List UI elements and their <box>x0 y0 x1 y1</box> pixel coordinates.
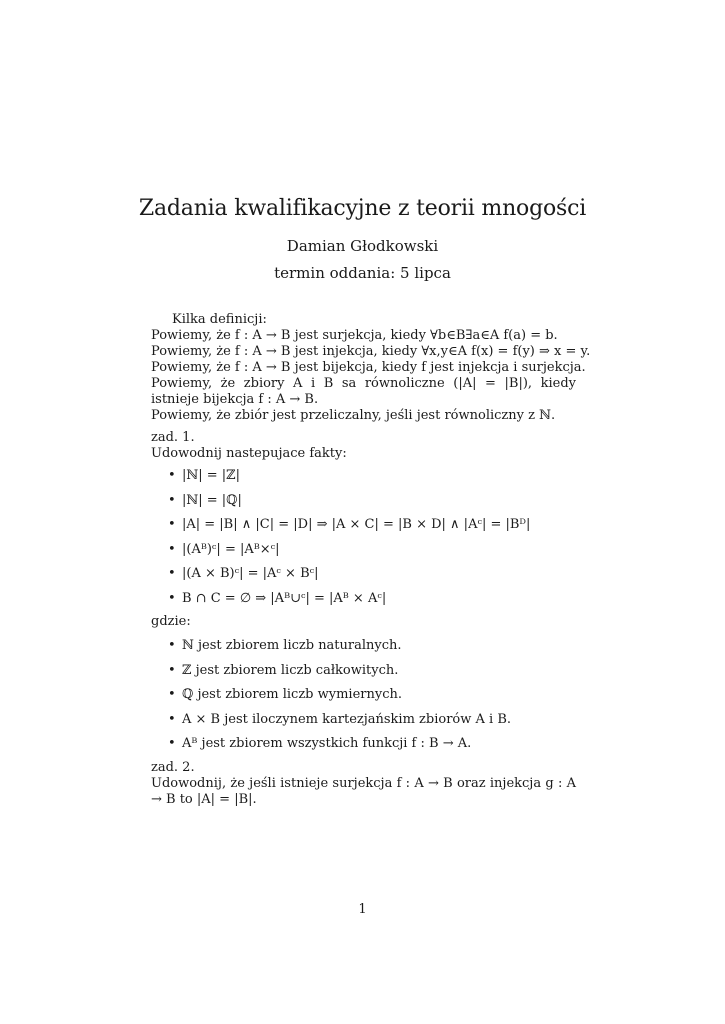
fact-item <box>151 517 576 542</box>
fact-text: |(A × B)ᶜ| = |Aᶜ × Bᶜ| <box>182 566 319 581</box>
fact-text: |ℕ| = |ℚ| <box>182 492 242 508</box>
notation-text: Aᴮ jest zbiorem wszystkich funkcji f : B → A. <box>182 736 472 751</box>
task-2-heading: zad. 2. <box>151 760 195 775</box>
page-number: 1 <box>358 902 367 917</box>
fact-item <box>151 493 576 518</box>
bullet-icon: • <box>168 662 176 678</box>
notation-text: ℚ jest zbiorem liczb wymiernych. <box>182 687 402 702</box>
task-1-instruction: Udowodnij nastepujace fakty: <box>151 446 347 461</box>
task-1-facts <box>151 468 576 615</box>
notation-item <box>151 687 576 712</box>
notation-item <box>151 638 576 663</box>
definition-surjection: Powiemy, że f : A → B jest surjekcja, kiedy ∀b∈B∃a∈A f(a) = b. <box>151 328 558 343</box>
document-title: Zadania kwalifikacyjne z teorii mnogości <box>138 196 587 221</box>
bullet-icon: • <box>168 590 176 606</box>
fact-item <box>151 566 576 591</box>
document-date: termin oddania: 5 lipca <box>274 264 451 282</box>
bullet-icon: • <box>168 736 176 751</box>
where-label: gdzie: <box>151 614 191 629</box>
bullet-icon: • <box>168 711 176 727</box>
definition-bijection: Powiemy, że f : A → B jest bijekcja, kiedy f jest injekcja i surjekcja. <box>151 360 586 375</box>
where-label-block <box>151 614 576 630</box>
task-2-text: Udowodnij, że jeśli istnieje surjekcja f : A → B oraz injekcja g : A → B to |A| = |B|. <box>151 776 576 807</box>
fact-text: B ∩ C = ∅ ⇒ |Aᴮ∪ᶜ| = |Aᴮ × Aᶜ| <box>182 590 387 606</box>
fact-text: |(Aᴮ)ᶜ| = |Aᴮ×ᶜ| <box>182 541 280 557</box>
definitions-intro: Kilka definicji: <box>172 312 267 327</box>
notation-text: ℕ jest zbiorem liczb naturalnych. <box>182 638 402 653</box>
bullet-icon: • <box>168 541 176 557</box>
definition-countable: Powiemy, że zbiór jest przeliczalny, jeśli jest równoliczny z ℕ. <box>151 408 556 423</box>
document-author: Damian Głodkowski <box>286 237 439 255</box>
bullet-icon: • <box>168 638 176 653</box>
fact-item <box>151 468 576 493</box>
fact-item <box>151 542 576 567</box>
bullet-icon: • <box>168 492 176 508</box>
bullet-icon: • <box>168 468 176 483</box>
task-1-heading: zad. 1. <box>151 430 195 445</box>
definition-equinumerous: Powiemy, że zbiory A i B sa równoliczne (|A| = |B|), kiedy istnieje bijekcja f : A → B. <box>151 376 576 407</box>
notation-item <box>151 663 576 688</box>
bullet-icon: • <box>168 517 176 532</box>
bullet-icon: • <box>168 566 176 581</box>
notation-item <box>151 736 576 761</box>
fact-text: |A| = |B| ∧ |C| = |D| ⇒ |A × C| = |B × D| ∧ |Aᶜ| = |Bᴰ| <box>182 517 531 532</box>
task-2-section <box>151 760 576 808</box>
fact-text: |ℕ| = |ℤ| <box>182 468 241 483</box>
fact-item <box>151 591 576 616</box>
notation-item <box>151 712 576 737</box>
notation-text: A × B jest iloczynem kartezjańskim zbiorów A i B. <box>182 711 512 727</box>
notation-list <box>151 638 576 761</box>
notation-text: ℤ jest zbiorem liczb całkowitych. <box>182 662 399 678</box>
definitions-section <box>151 312 591 424</box>
definition-injection: Powiemy, że f : A → B jest injekcja, kiedy ∀x,y∈A f(x) = f(y) ⇒ x = y. <box>151 344 591 359</box>
bullet-icon: • <box>168 687 176 702</box>
task-1-section <box>151 430 576 462</box>
